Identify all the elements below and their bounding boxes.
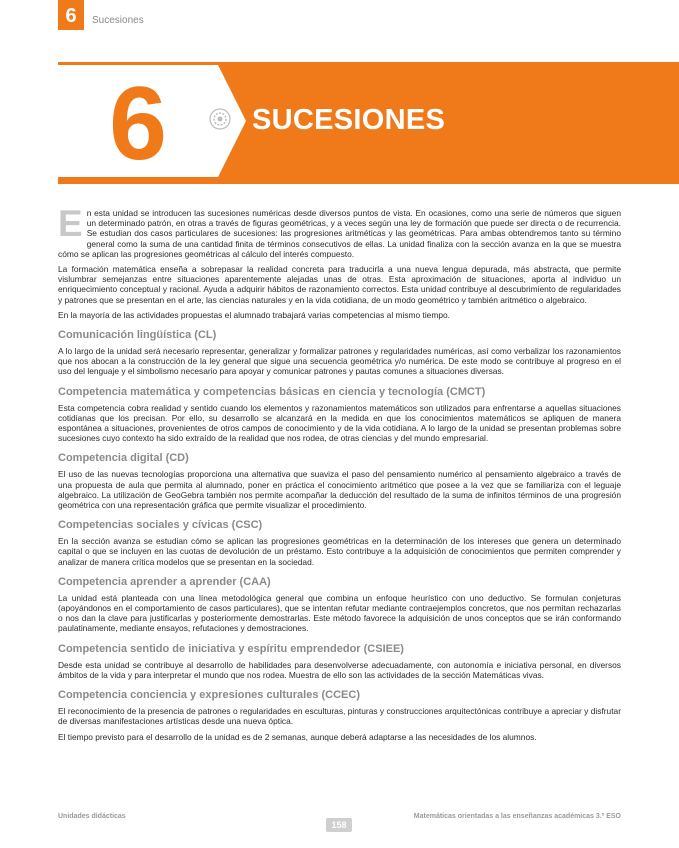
intro-paragraph-2: La formación matemática enseña a sobrepasar la realidad concreta para traducirla a una nueva lengua depurada, más abstracta, que permite vislumbrar semejanzas entre situaciones aparentemente alejadas unas de otras. Esta aproximación de situaciones, aporta al individuo un enriquecimiento conceptual y racional. Ayuda a adquirir hábitos de razonamiento correctos. Esta unidad contribuye al descubrimiento de regularidades y patrones que se presentan en el arte, las ciencias naturales y en la vida cotidiana, de un modo geométrico y también aritmético o algebraico. — [58, 264, 621, 305]
section-heading-ccec: Competencia conciencia y expresiones culturales (CCEC) — [58, 689, 360, 702]
intro-paragraph-1 — [58, 203, 621, 259]
main-content — [58, 203, 621, 747]
drop-cap: E — [58, 203, 83, 244]
section-body-csiee: Desde esta unidad se contribuye al desarrollo de habilidades para desenvolverse adecuadamente, con autonomía e iniciativa personal, en diversos ámbitos de la vida y para interpretar el mundo que nos rodea. Muestra de ello son las actividades de la sección Matemáticas vivas. — [58, 659, 621, 680]
intro-text-1: n esta unidad se introducen las sucesiones numéricas desde diversos puntos de vista. En ocasiones, como una serie de números que siguen un determinado patrón, en otras a través de figuras geométricas, y a veces según una ley de formación que puede ser directa o de recurrencia. Se estudian dos casos particulares de sucesiones: las progresiones aritméticas y las geométricas. Para ambas obtendremos tanto su término general como la suma de una cantidad finita de términos consecutivos de ellas. La unidad finaliza con la sección avanza en la que se muestra cómo se aplican las progresiones geométricas al cálculo del interés compuesto. — [58, 208, 621, 259]
section-heading-csc: Competencias sociales y cívicas (CSC) — [58, 519, 263, 532]
chapter-title: SUCESIONES — [252, 104, 446, 136]
section-body-cl: A lo largo de la unidad será necesario representar, generalizar y formalizar patrones y regularidades numéricas, así como verbalizar los razonamientos que nos abocan a la construcción de la ley general que sigue una secuencia geométrica y/o numérica. De este modo se contribuye al progreso en el uso del lenguaje y el simbolismo necesario para apoyar y comunicar patrones y pautas comunes a situaciones diversas. — [58, 346, 621, 377]
section-body-ccec: El reconocimiento de la presencia de patrones o regularidades en esculturas, pinturas y construcciones arquitectónicas contribuye a apreciar y disfrutar de diversas manifestaciones artísticas desde una nueva óptica. — [58, 706, 621, 727]
closing-paragraph: El tiempo previsto para el desarrollo de la unidad es de 2 semanas, aunque deberá adaptarse a las necesidades de los alumnos. — [58, 731, 537, 742]
gear-icon — [208, 107, 232, 131]
footer-left: Unidades didácticas — [58, 813, 126, 820]
section-heading-cmct: Competencia matemática y competencias básicas en ciencia y tecnología (CMCT) — [58, 385, 486, 398]
section-heading-cl: Comunicación lingüística (CL) — [58, 329, 217, 342]
section-heading-csiee: Competencia sentido de iniciativa y espíritu emprendedor (CSIEE) — [58, 642, 404, 655]
running-title: Sucesiones — [92, 15, 144, 26]
section-heading-cd: Competencia digital (CD) — [58, 452, 189, 465]
section-body-cmct: Esta competencia cobra realidad y sentido cuando los elementos y razonamientos matemáticos son utilizados para enfrentarse a aquellas situaciones cotidianas que los precisan. Por ello, su desarrollo se alcanzará en la medida en que los conocimientos matemáticos se apliquen de manera espontánea a situaciones, provenientes de otros campos de conocimiento y de la vida cotidiana. A lo largo de la unidad se presentan problemas sobre sucesiones cuyo contexto ha sido extraído de la realidad que nos rodea, de otras ciencias y del mundo empresarial. — [58, 402, 621, 444]
chapter-number: 6 — [109, 66, 167, 182]
footer-right: Matemáticas orientadas a las enseñanzas académicas 3.º ESO — [413, 813, 621, 820]
section-heading-caa: Competencia aprender a aprender (CAA) — [58, 575, 271, 588]
page-number: 158 — [326, 818, 352, 832]
chapter-number-badge — [58, 65, 218, 182]
chapter-tab: 6 — [58, 0, 84, 30]
section-body-caa: La unidad está planteada con una línea metodológica general que combina un enfoque heurístico con uno deductivo. Se formulan conjeturas (apoyándonos en el comportamiento de casos particulares), que se intentan refutar mediante contraejemplos concretos, que nos permitan rechazarlas o nos dan la clave para justificarlas y posteriormente demostrarlas. Este método favorece la adquisición de unos conceptos que se irán conformando paulatinamente, mediante ensayos, refutaciones y demostraciones. — [58, 592, 621, 634]
section-body-cd: El uso de las nuevas tecnologías proporciona una alternativa que suaviza el paso del pensamiento numérico al pensamiento algebraico a través de una propuesta de aula que permita al alumnado, poner en práctica el conocimiento aritmético que posee a la vez que se familiariza con el leguaje algebraico. La utilización de GeoGebra también nos permite acompañar la deducción del resultado de la suma de infinitos términos de una progresión geométrica con una representación gráfica que permite visualizar el procedimiento. — [58, 469, 621, 511]
intro-paragraph-3: En la mayoría de las actividades propuestas el alumnado trabajará varias competencias al mismo tiempo. — [58, 309, 450, 320]
section-body-csc: En la sección avanza se estudian cómo se aplican las progresiones geométricas en la determinación de los intereses que genera un determinado capital o que se incluyen en las cuotas de devolución de un préstamo. Esto contribuye a la adquisición de conocimientos que permiten comprender y analizar de manera crítica modelos que se presentan en la sociedad. — [58, 536, 621, 567]
